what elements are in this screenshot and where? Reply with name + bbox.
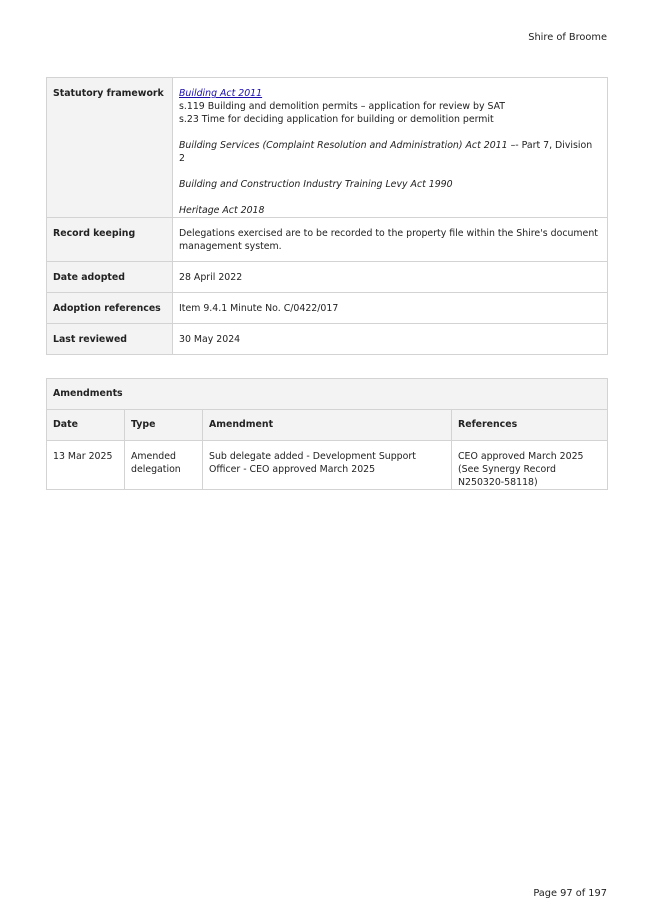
act-title: Heritage Act 2018 bbox=[179, 205, 265, 216]
amendments-table bbox=[46, 378, 608, 490]
amendments-title: Amendments bbox=[47, 379, 608, 410]
table-row bbox=[47, 324, 608, 355]
table-row bbox=[47, 293, 608, 324]
amendment-type: Amended delegation bbox=[125, 441, 203, 490]
column-header-references: References bbox=[452, 410, 608, 441]
act-title: Building Services (Complaint Resolution and Administration) Act 2011 bbox=[179, 140, 508, 151]
table-row bbox=[47, 78, 608, 218]
row-label: Date adopted bbox=[47, 262, 173, 293]
section-line: s.23 Time for deciding application for building or demolition permit bbox=[179, 114, 494, 125]
column-header-row bbox=[47, 410, 608, 441]
act-part: –- Part 7, Division 2 bbox=[179, 140, 593, 164]
row-value: Item 9.4.1 Minute No. C/0422/017 bbox=[173, 293, 608, 324]
row-label: Record keeping bbox=[47, 218, 173, 262]
delegation-details-table bbox=[46, 77, 608, 355]
row-value: Delegations exercised are to be recorded to the property file within the Shire's document management system. bbox=[173, 218, 608, 262]
row-value: 30 May 2024 bbox=[173, 324, 608, 355]
column-header-type: Type bbox=[125, 410, 203, 441]
page-header: Shire of Broome bbox=[528, 32, 607, 43]
amendments-title-row bbox=[47, 379, 608, 410]
row-label: Last reviewed bbox=[47, 324, 173, 355]
page-number: Page 97 of 197 bbox=[533, 888, 607, 899]
section-line: s.119 Building and demolition permits – application for review by SAT bbox=[179, 101, 506, 112]
table-row bbox=[47, 262, 608, 293]
statutory-framework-cell bbox=[173, 78, 608, 218]
column-header-date: Date bbox=[47, 410, 125, 441]
building-act-link[interactable]: Building Act 2011 bbox=[179, 88, 263, 99]
column-header-amendment: Amendment bbox=[203, 410, 452, 441]
amendment-date: 13 Mar 2025 bbox=[47, 441, 125, 490]
table-row bbox=[47, 218, 608, 262]
amendment-references: CEO approved March 2025 (See Synergy Record N250320-58118) bbox=[452, 441, 608, 490]
act-title: Building and Construction Industry Training Levy Act 1990 bbox=[179, 179, 453, 190]
table-row bbox=[47, 441, 608, 490]
row-label: Statutory framework bbox=[47, 78, 173, 218]
row-value: 28 April 2022 bbox=[173, 262, 608, 293]
amendment-description: Sub delegate added - Development Support Officer - CEO approved March 2025 bbox=[203, 441, 452, 490]
row-label: Adoption references bbox=[47, 293, 173, 324]
